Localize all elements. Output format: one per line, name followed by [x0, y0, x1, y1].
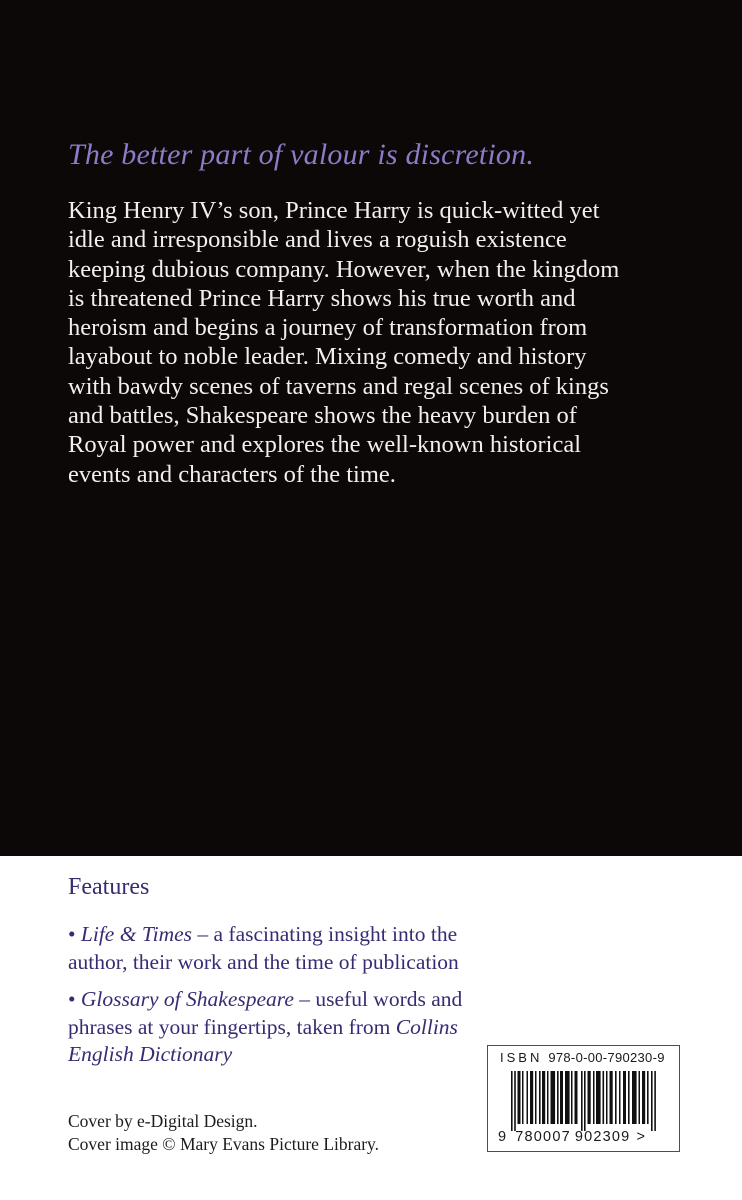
features-heading: Features: [68, 874, 150, 900]
barcode-right-digits: 902309: [574, 1129, 631, 1145]
blurb-line: keeping dubious company. However, when the kingdom: [68, 255, 620, 283]
barcode-first-digit: 9: [498, 1129, 508, 1145]
blurb-line: events and characters of the time.: [68, 460, 396, 488]
blurb-line: and battles, Shakespeare shows the heavy burden of: [68, 402, 577, 430]
isbn-label: [500, 1050, 665, 1065]
blurb-paragraph: [68, 196, 678, 489]
barcode-digits: [498, 1129, 646, 1145]
cover-design-credit: Cover by e-Digital Design.: [68, 1111, 258, 1131]
blurb-line: idle and irresponsible and lives a roguish existence: [68, 226, 567, 254]
feature-line: [68, 921, 508, 949]
barcode-bars-icon: [511, 1071, 661, 1131]
blurb-line: is threatened Prince Harry shows his true worth and: [68, 284, 576, 312]
bullet-icon: •: [68, 987, 76, 1011]
feature-description: – useful words and: [293, 987, 463, 1011]
blurb-line: layabout to noble leader. Mixing comedy and history: [68, 343, 587, 371]
isbn-number: 978-0-00-790230-9: [548, 1050, 665, 1065]
bullet-icon: •: [68, 922, 76, 946]
blurb-line: with bawdy scenes of taverns and regal scenes of kings: [68, 372, 609, 400]
dictionary-name: English Dictionary: [68, 1042, 233, 1066]
feature-title: Life & Times: [80, 922, 193, 946]
feature-line: author, their work and the time of publication: [68, 949, 459, 974]
feature-line: [68, 1014, 508, 1042]
blurb-line: Royal power and explores the well-known historical: [68, 431, 582, 459]
dictionary-name: Collins: [395, 1014, 458, 1039]
quiet-zone-marker-icon: >: [636, 1129, 647, 1145]
barcode-left-digits: 780007: [515, 1129, 571, 1145]
isbn-barcode: [487, 1045, 680, 1152]
blurb-line: King Henry IV’s son, Prince Harry is quick-witted yet: [68, 197, 600, 224]
isbn-word: ISBN: [500, 1050, 543, 1065]
blurb-line: heroism and begins a journey of transformation from: [68, 314, 588, 342]
feature-item-glossary: [68, 986, 508, 1069]
feature-title: Glossary of Shakespeare: [80, 987, 294, 1011]
cover-image-credit: Cover image © Mary Evans Picture Library.: [68, 1133, 380, 1154]
feature-description: – a fascinating insight into the: [192, 922, 458, 946]
cover-credits: [68, 1110, 379, 1155]
feature-description: phrases at your fingertips, taken from: [68, 1014, 396, 1039]
feature-line: [68, 986, 508, 1014]
tagline-quote: The better part of valour is discretion.: [68, 138, 535, 171]
feature-item-life-and-times: [68, 921, 508, 976]
feature-line: [68, 1041, 508, 1069]
